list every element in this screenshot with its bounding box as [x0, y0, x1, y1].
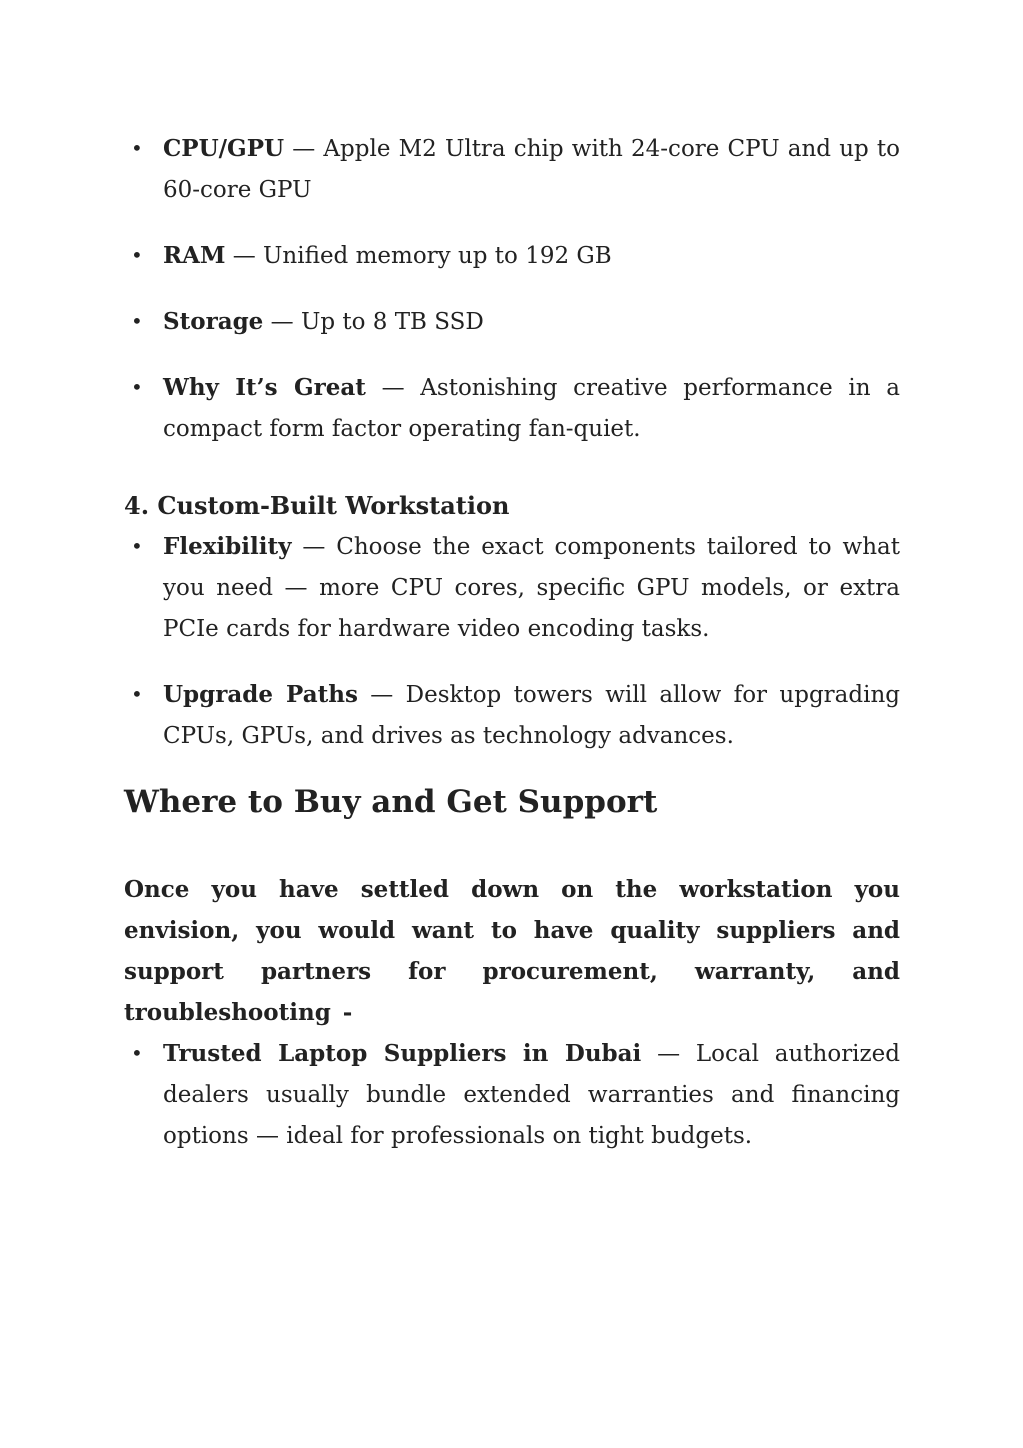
- item-text: Astonishing creative performance in a compact form factor operating fan-quiet.: [163, 375, 900, 442]
- custom-build-list: [124, 526, 900, 757]
- item-separator: —: [365, 375, 421, 401]
- item-term: Trusted Laptop Suppliers in Dubai: [163, 1040, 642, 1067]
- intro-paragraph: Once you have settled down on the workstation you envision, you would want to have quality suppliers and support partners for procurement, warranty, and troubleshooting -: [124, 876, 900, 1026]
- spec-list: [124, 128, 900, 450]
- item-text: Unified memory up to 192 GB: [263, 243, 612, 269]
- item-term: Why It’s Great: [163, 374, 366, 401]
- item-text: Apple M2 Ultra chip with 24-core CPU and up to 60-core GPU: [163, 136, 900, 203]
- item-term: Storage: [163, 308, 264, 335]
- support-list: [124, 1033, 900, 1157]
- section-heading: Where to Buy and Get Support: [124, 784, 658, 820]
- list-item: [124, 235, 900, 277]
- list-item: [124, 526, 900, 650]
- list-item: [124, 128, 900, 211]
- bullet-icon: •: [131, 1041, 143, 1065]
- item-separator: —: [291, 534, 337, 560]
- item-term: CPU/GPU: [163, 135, 285, 162]
- item-term: RAM: [163, 242, 226, 269]
- item-text: Local authorized dealers usually bundle extended warranties and financing options — ideal for professionals on tight budgets.: [163, 1041, 900, 1149]
- item-separator: —: [263, 309, 301, 335]
- list-item: [124, 301, 900, 343]
- bullet-icon: •: [131, 534, 143, 558]
- item-text: Up to 8 TB SSD: [300, 309, 484, 335]
- item-text: Choose the exact components tailored to what you need — more CPU cores, specific GPU models, or extra PCIe cards for hardware video encoding tasks.: [163, 534, 900, 642]
- item-term: Flexibility: [163, 533, 292, 560]
- item-separator: —: [284, 136, 324, 162]
- bullet-icon: •: [131, 136, 143, 160]
- document-page: [124, 128, 900, 1181]
- bullet-icon: •: [131, 375, 143, 399]
- item-separator: —: [357, 682, 406, 708]
- bullet-icon: •: [131, 682, 143, 706]
- item-separator: —: [225, 243, 264, 269]
- subsection-heading: 4. Custom-Built Workstation: [124, 491, 510, 520]
- list-item: [124, 1033, 900, 1157]
- item-separator: —: [641, 1041, 696, 1067]
- item-term: Upgrade Paths: [163, 681, 358, 708]
- bullet-icon: •: [131, 309, 143, 333]
- list-item: [124, 674, 900, 757]
- bullet-icon: •: [131, 243, 143, 267]
- item-text: Desktop towers will allow for upgrading CPUs, GPUs, and drives as technology advances.: [163, 682, 900, 749]
- list-item: [124, 367, 900, 450]
